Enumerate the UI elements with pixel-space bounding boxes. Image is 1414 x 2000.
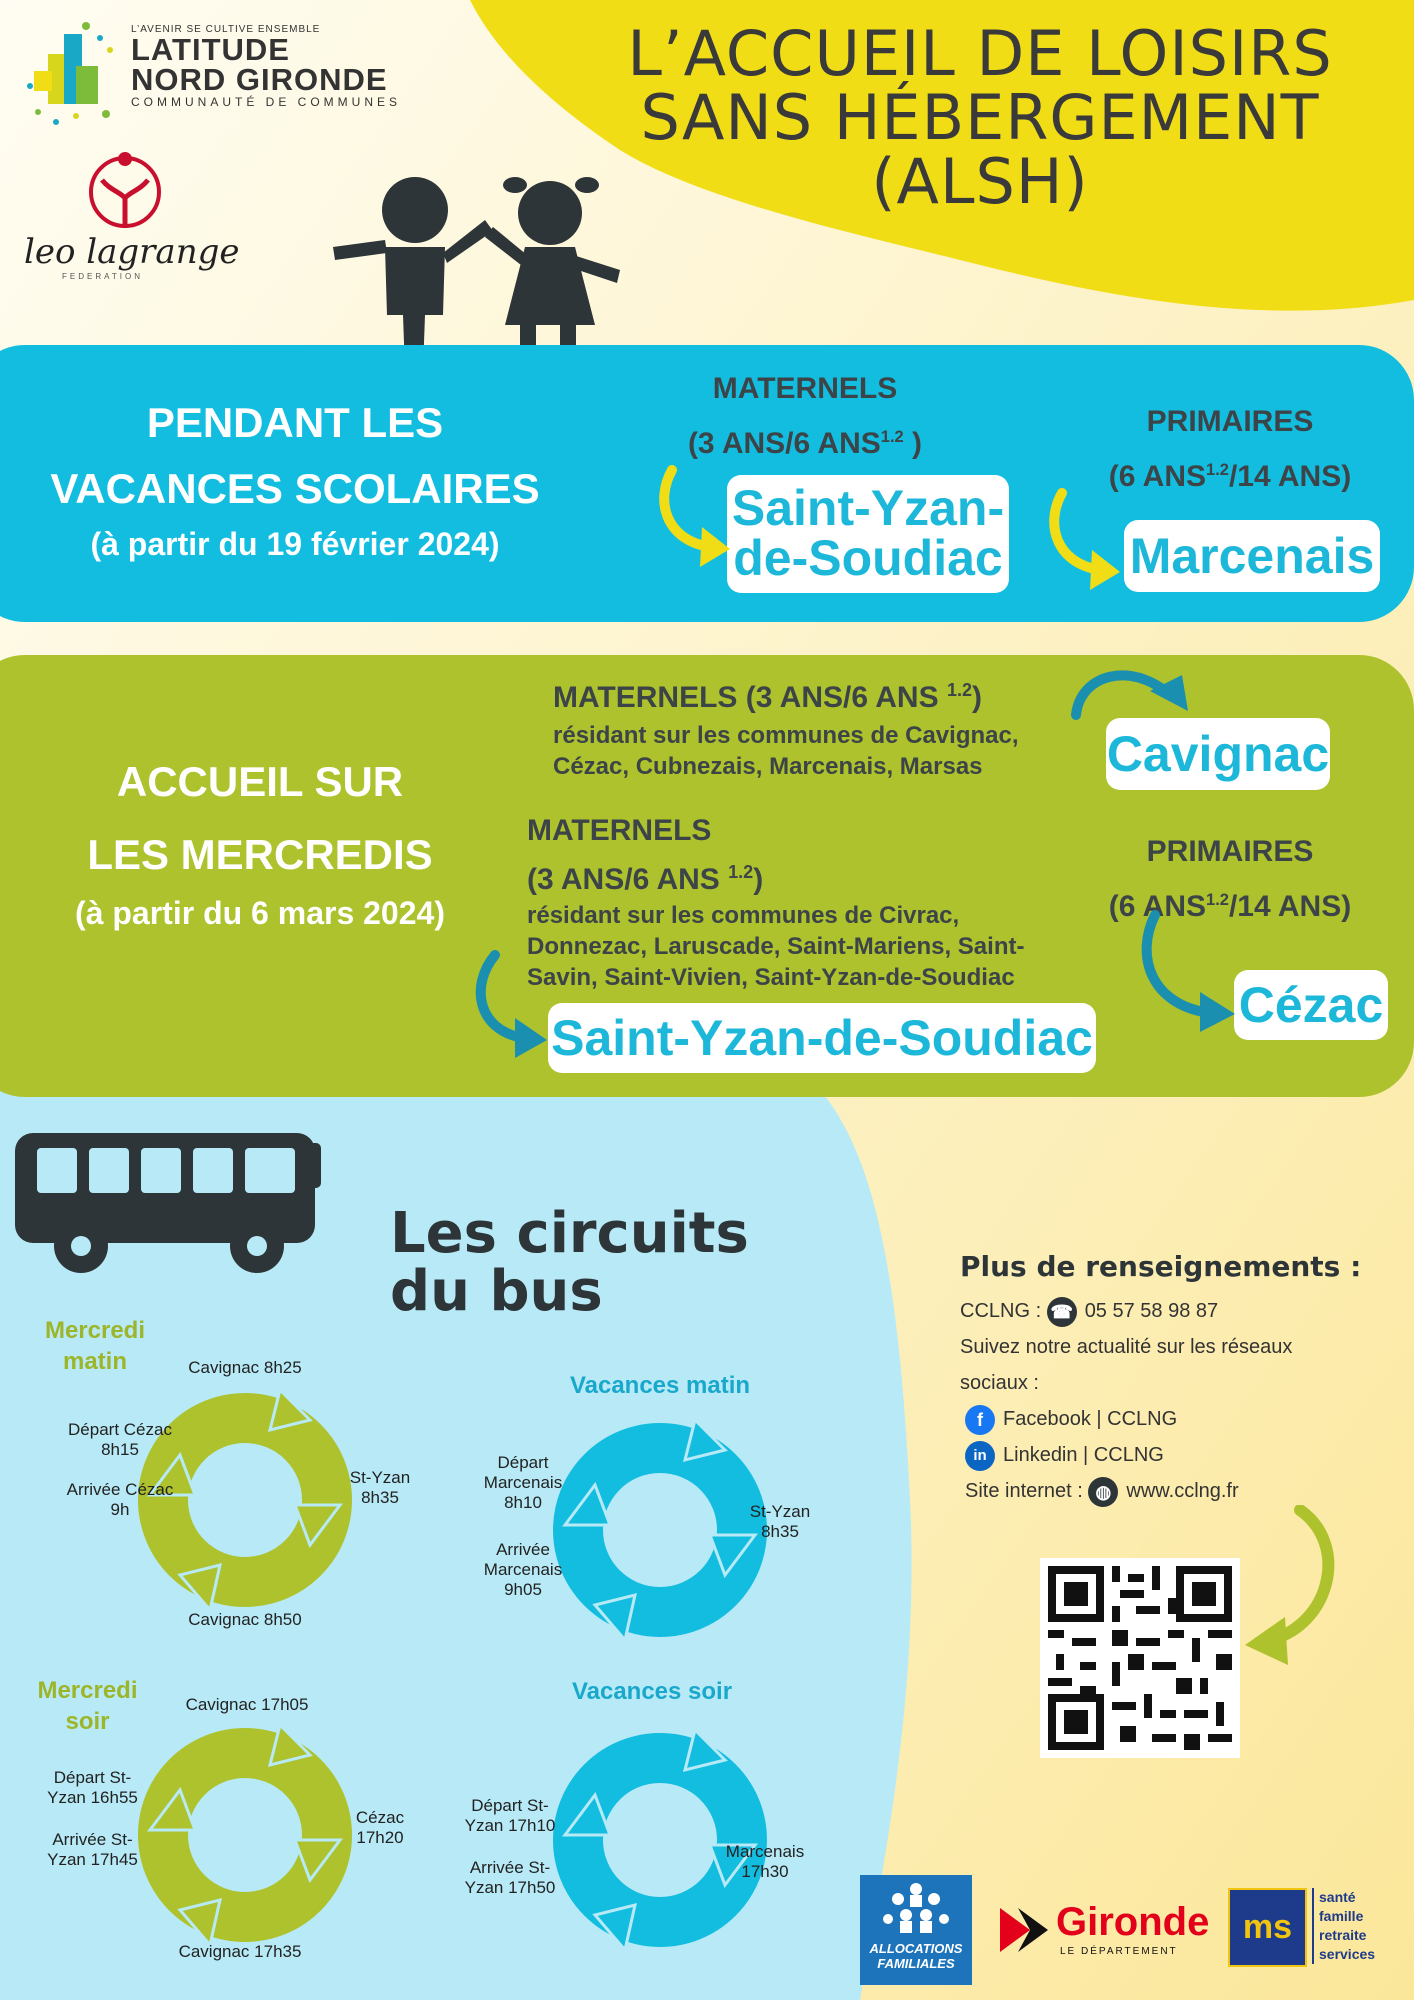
vacances-maternels-close: ) <box>912 427 923 460</box>
latitude-line1: LATITUDE <box>131 32 290 67</box>
mm-right <box>340 1468 420 1508</box>
cclng-label: CCLNG : <box>960 1300 1042 1322</box>
vm-right-1: St-Yzan <box>749 1502 811 1521</box>
mat1-sup: 1.2 <box>946 680 972 700</box>
vs-left-a <box>455 1796 565 1836</box>
mat2-sup: 1.2 <box>728 862 754 882</box>
vacances-maternels-age: (3 ANS/6 ANS <box>687 427 881 460</box>
follow-line-2: sociaux : <box>960 1372 1039 1394</box>
ms-label-1: Mercredi <box>37 1677 138 1704</box>
vm-left-a-3: 8h10 <box>504 1493 542 1512</box>
caf-logo <box>860 1875 972 1985</box>
prim-age-a: (6 ANS <box>1108 890 1207 923</box>
title-line-1: L’ACCUEIL DE LOISIRS <box>627 17 1333 90</box>
cycle-ring-mercredi-soir <box>130 1720 360 1950</box>
vs-left-b-2: Yzan 17h50 <box>464 1878 556 1897</box>
vacances-subtitle: (à partir du 19 février 2024) <box>90 526 500 562</box>
vacances-matin-label: Vacances matin <box>569 1372 751 1399</box>
title-line-3: (ALSH) <box>871 145 1089 218</box>
mat1-line1: résidant sur les communes de Cavignac, <box>553 722 1019 749</box>
latitude-line2: NORD GIRONDE <box>131 62 388 97</box>
qr-code-image[interactable] <box>1040 1558 1240 1758</box>
arrow-icon <box>1070 655 1200 735</box>
mm-left-a-1: Départ Cézac <box>68 1420 172 1439</box>
vm-left-a-1: Départ <box>497 1453 549 1472</box>
mercredis-title-2: LES MERCREDIS <box>87 831 433 878</box>
mm-label-1: Mercredi <box>44 1317 146 1344</box>
mercredis-title <box>20 745 500 935</box>
prim-sup: 1.2 <box>1206 891 1229 909</box>
vacances-primaires-age-a: (6 ANS <box>1108 460 1207 493</box>
bus-title-2: du bus <box>390 1259 603 1324</box>
mercredis-primaires-label: PRIMAIRES <box>1146 835 1314 868</box>
follow-line-1: Suivez notre actualité sur les réseaux <box>960 1336 1293 1358</box>
vs-left-b <box>455 1858 565 1898</box>
ms-left-b-2: Yzan 17h45 <box>47 1850 138 1869</box>
website-link[interactable]: www.cclng.fr <box>1126 1480 1239 1502</box>
ms-left-b-1: Arrivée St- <box>52 1830 133 1849</box>
mercredi-matin-label <box>30 1315 160 1377</box>
contact-info <box>960 1250 1380 1509</box>
title-line-2: SANS HÉBERGEMENT <box>640 81 1320 154</box>
vacances-primaires-age-b: /14 ANS) <box>1228 460 1352 493</box>
facebook-icon: f <box>965 1405 995 1435</box>
ms-left-b <box>35 1830 150 1870</box>
mat1-line2: Cézac, Cubnezais, Marcenais, Marsas <box>553 753 983 780</box>
leo-lagrange-name: leo lagrange <box>24 232 240 272</box>
msa-line2: famille <box>1319 1908 1364 1924</box>
mat2-line2: Donnezac, Laruscade, Saint-Mariens, Saint- <box>527 933 1025 960</box>
vacances-maternels-heading <box>650 365 960 468</box>
vs-right-1: Marcenais <box>725 1842 805 1861</box>
latitude-tagline: L’AVENIR SE CULTIVE ENSEMBLE <box>131 24 321 35</box>
mercredis-maternels-1 <box>553 668 1019 782</box>
mm-label-2: matin <box>62 1348 127 1375</box>
phone-link[interactable]: 05 57 58 98 87 <box>1084 1300 1219 1322</box>
gironde-logo <box>1000 1900 1210 1960</box>
msa-line3: retraite <box>1319 1927 1367 1943</box>
prim-age-b: /14 ANS) <box>1228 890 1352 923</box>
leo-lagrange-logo <box>22 150 240 290</box>
cycle-ring-vacances-soir <box>545 1725 775 1955</box>
mat2-age: (3 ANS/6 ANS <box>527 863 720 896</box>
msa-line4: services <box>1319 1946 1376 1962</box>
vacances-maternels-sup: 1.2 <box>880 428 904 446</box>
msa-line1: santé <box>1319 1889 1356 1905</box>
mercredi-soir-label <box>25 1675 150 1737</box>
vs-right <box>715 1842 815 1882</box>
ms-right-1: Cézac <box>355 1808 405 1827</box>
bus-section-title <box>390 1201 749 1324</box>
caf-figures-icon <box>876 1881 956 1936</box>
vm-left-a <box>473 1453 573 1513</box>
vm-left-b <box>473 1540 573 1600</box>
vacances-maternels-label: MATERNELS <box>712 372 898 405</box>
arrow-icon <box>465 950 555 1065</box>
vm-left-a-2: Marcenais <box>483 1473 563 1492</box>
facebook-link[interactable]: Facebook | CCLNG <box>1003 1408 1178 1430</box>
ms-top: Cavignac 17h05 <box>185 1695 309 1714</box>
arrow-icon <box>650 465 740 575</box>
vs-left-a-1: Départ St- <box>471 1796 549 1815</box>
msa-mark-icon: ms <box>1228 1888 1307 1967</box>
vacances-maternels-place <box>727 475 1009 593</box>
mat2-head: MATERNELS <box>527 814 712 847</box>
vs-left-b-1: Arrivée St- <box>469 1858 551 1877</box>
mercredis-cavignac-place: Cavignac <box>1106 718 1330 790</box>
ms-bottom: Cavignac 17h35 <box>178 1942 302 1961</box>
mm-left-b <box>55 1480 185 1520</box>
vacances-primaires-place: Marcenais <box>1124 520 1380 592</box>
leo-lagrange-mark <box>80 150 170 230</box>
vacances-soir-label: Vacances soir <box>571 1678 733 1705</box>
mm-left-b-2: 9h <box>110 1500 130 1519</box>
vm-right-2: 8h35 <box>761 1522 799 1541</box>
bus-title-1: Les circuits <box>390 1201 749 1266</box>
vacances-primaires-heading <box>1080 398 1380 501</box>
mercredis-subtitle: (à partir du 6 mars 2024) <box>75 895 445 931</box>
mm-bottom: Cavignac 8h50 <box>188 1610 302 1629</box>
msa-logo <box>1228 1888 1398 1968</box>
mercredis-saint-yzan-place: Saint-Yzan-de-Soudiac <box>548 1003 1096 1073</box>
caf-line1: ALLOCATIONS <box>869 1941 963 1956</box>
arrow-icon <box>1040 488 1130 598</box>
bus-icon <box>15 1128 330 1273</box>
mercredis-title-1: ACCUEIL SUR <box>116 758 404 805</box>
vacances-primaires-label: PRIMAIRES <box>1146 405 1314 438</box>
linkedin-link[interactable]: Linkedin | CCLNG <box>1003 1444 1164 1466</box>
mm-right-1: St-Yzan <box>349 1468 411 1487</box>
ms-left-a-2: Yzan 16h55 <box>47 1788 138 1807</box>
vacances-primaires-sup: 1.2 <box>1206 461 1229 479</box>
mat2-close: ) <box>753 863 764 896</box>
vacances-title-2: VACANCES SCOLAIRES <box>50 465 540 512</box>
info-heading: Plus de renseignements : <box>960 1250 1362 1283</box>
latitude-nord-gironde-logo <box>26 16 426 136</box>
vm-right <box>740 1502 820 1542</box>
ms-right <box>340 1808 420 1848</box>
caf-line2: FAMILIALES <box>877 1956 955 1971</box>
page-title <box>560 17 1400 218</box>
ms-right-2: 17h20 <box>356 1828 404 1847</box>
ms-label-2: soir <box>65 1708 110 1735</box>
mat1-close: ) <box>971 681 982 714</box>
vacances-title-1: PENDANT LES <box>146 399 444 446</box>
mm-left-a <box>55 1420 185 1460</box>
mercredis-maternels-2 <box>527 810 1024 993</box>
leo-lagrange-sub: FEDERATION <box>62 272 143 281</box>
vs-right-2: 17h30 <box>741 1862 789 1881</box>
arrow-icon <box>1130 910 1240 1040</box>
mm-left-b-1: Arrivée Cézac <box>66 1480 174 1499</box>
vacances-maternels-place-2: de-Soudiac <box>733 530 1003 586</box>
vm-left-b-2: Marcenais <box>483 1560 563 1579</box>
mm-right-2: 8h35 <box>361 1488 399 1507</box>
gironde-mark-icon <box>1000 1908 1052 1952</box>
vacances-title <box>20 390 570 566</box>
ms-left-a-1: Départ St- <box>53 1768 132 1787</box>
mat2-line3: Savin, Saint-Vivien, Saint-Yzan-de-Soudiac <box>527 964 1015 991</box>
phone-icon: ☎ <box>1047 1297 1077 1327</box>
site-label: Site internet : <box>965 1480 1083 1502</box>
mm-left-a-2: 8h15 <box>101 1440 139 1459</box>
linkedin-icon: in <box>965 1441 995 1471</box>
vacances-maternels-place-1: Saint-Yzan- <box>731 480 1005 536</box>
mm-top: Cavignac 8h25 <box>188 1358 302 1377</box>
vs-left-a-2: Yzan 17h10 <box>464 1816 556 1835</box>
gironde-name: Gironde <box>1056 1900 1210 1944</box>
gironde-sub: LE DÉPARTEMENT <box>1060 1946 1178 1957</box>
ms-left-a <box>35 1768 150 1808</box>
mercredis-cezac-place: Cézac <box>1234 970 1388 1040</box>
arrow-icon <box>1240 1505 1350 1675</box>
vm-left-b-1: Arrivée <box>496 1540 550 1559</box>
vm-left-b-3: 9h05 <box>504 1580 542 1599</box>
mat1-head: MATERNELS (3 ANS/6 ANS <box>553 681 939 714</box>
latitude-logo-mark <box>26 16 126 136</box>
mat2-line1: résidant sur les communes de Civrac, <box>527 902 960 929</box>
globe-icon: ◍ <box>1088 1477 1118 1507</box>
latitude-line3: COMMUNAUTÉ DE COMMUNES <box>131 95 401 109</box>
